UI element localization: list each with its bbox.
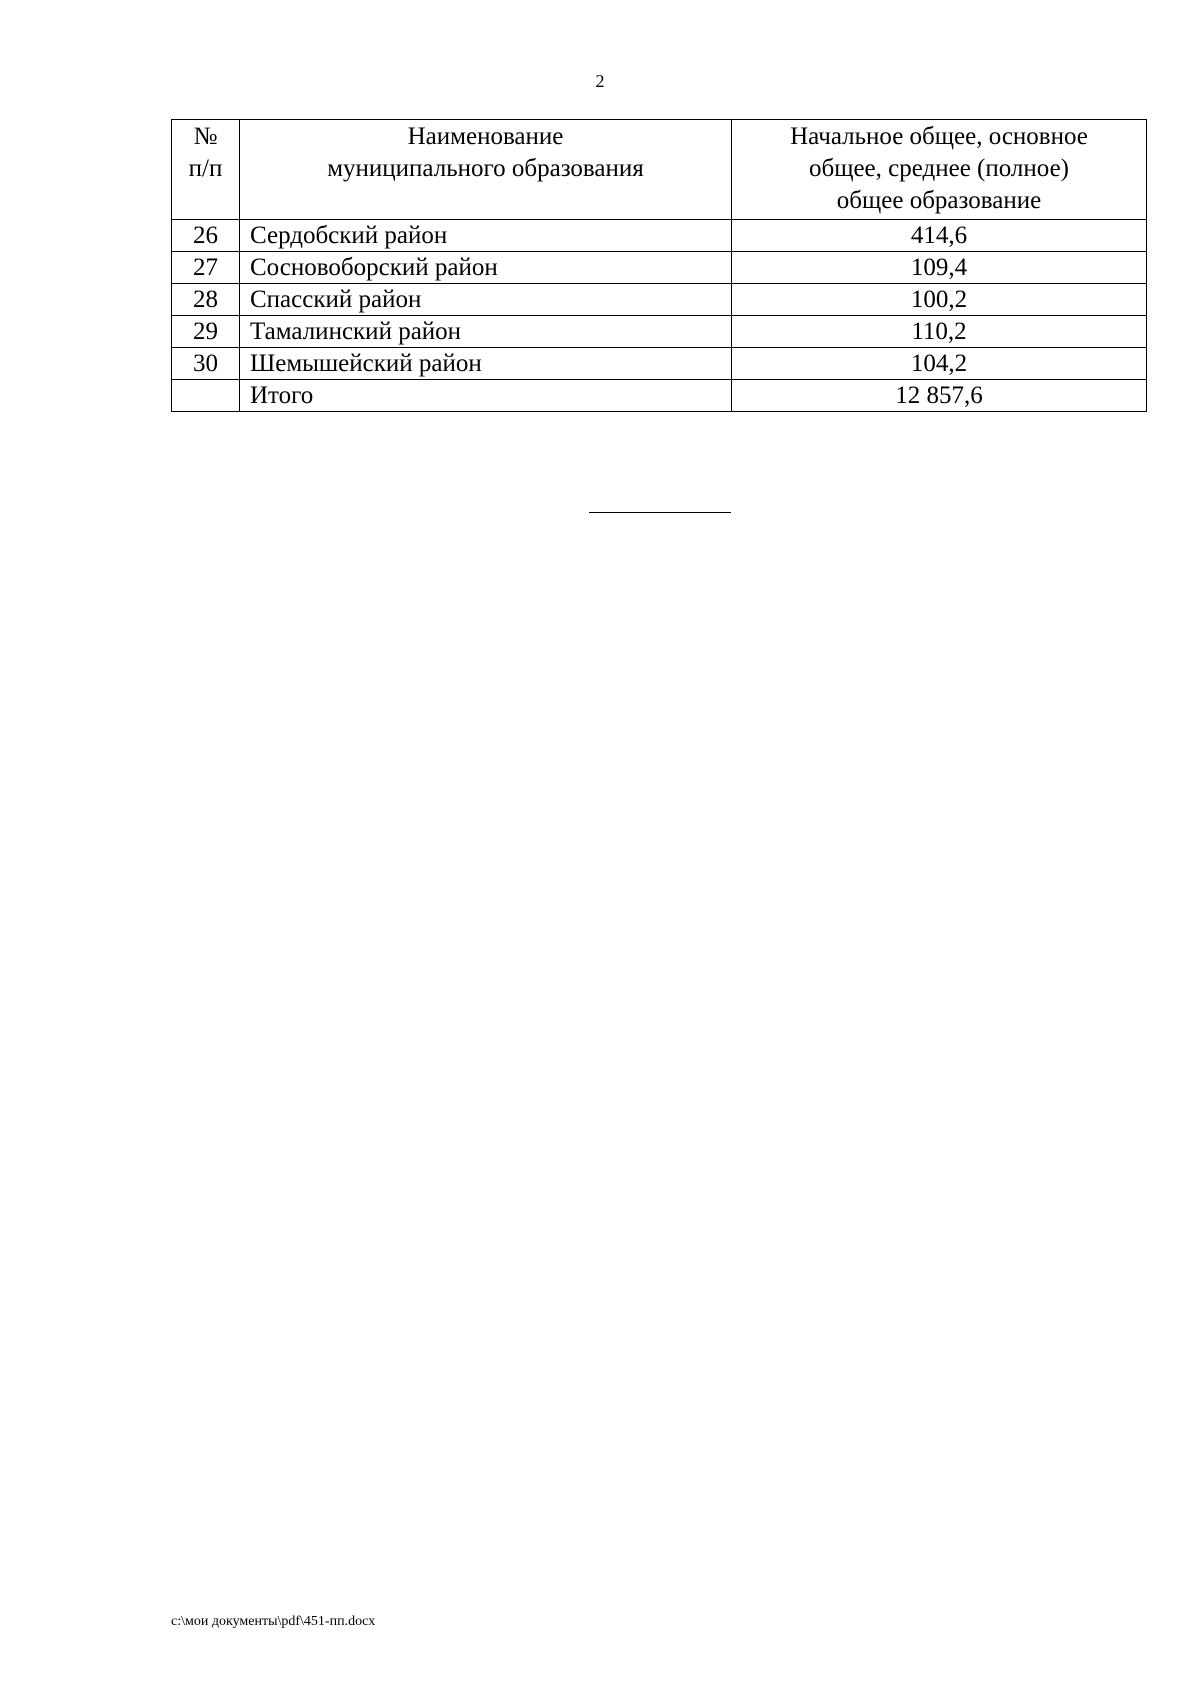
page-number: 2 bbox=[595, 71, 605, 91]
table-total-row bbox=[172, 380, 1147, 412]
row-number: 27 bbox=[172, 252, 240, 284]
table-row bbox=[172, 316, 1147, 348]
end-separator-line bbox=[589, 512, 731, 513]
row-municipality: Сердобский район bbox=[240, 220, 732, 252]
row-value: 110,2 bbox=[732, 316, 1147, 348]
total-label: Итого bbox=[240, 380, 732, 412]
table-row bbox=[172, 220, 1147, 252]
table-row bbox=[172, 348, 1147, 380]
header-municipality bbox=[240, 120, 732, 220]
header-municipality-line-1: Наименование bbox=[407, 123, 564, 150]
header-number bbox=[172, 120, 240, 220]
row-municipality: Шемышейский район bbox=[240, 348, 732, 380]
row-number: 28 bbox=[172, 284, 240, 316]
header-education-line-1: Начальное общее, основное bbox=[790, 123, 1088, 150]
header-number-line-1: № bbox=[193, 123, 218, 150]
table-row bbox=[172, 284, 1147, 316]
header-municipality-line-2: муниципального образования bbox=[327, 155, 644, 182]
row-municipality: Сосновоборский район bbox=[240, 252, 732, 284]
row-number: 29 bbox=[172, 316, 240, 348]
header-education bbox=[732, 120, 1147, 220]
table-header-row bbox=[172, 120, 1147, 220]
header-education-line-3: общее образование bbox=[836, 187, 1042, 214]
total-value: 12 857,6 bbox=[732, 380, 1147, 412]
row-value: 100,2 bbox=[732, 284, 1147, 316]
header-education-line-2: общее, среднее (полное) bbox=[808, 155, 1070, 182]
header-number-line-2: п/п bbox=[188, 155, 223, 182]
footer-file-path: c:\мои документы\pdf\451-пп.docx bbox=[171, 1614, 376, 1629]
data-table bbox=[171, 119, 1147, 412]
row-value: 414,6 bbox=[732, 220, 1147, 252]
row-number: 26 bbox=[172, 220, 240, 252]
row-municipality: Тамалинский район bbox=[240, 316, 732, 348]
total-number bbox=[172, 380, 240, 412]
row-number: 30 bbox=[172, 348, 240, 380]
row-municipality: Спасский район bbox=[240, 284, 732, 316]
row-value: 109,4 bbox=[732, 252, 1147, 284]
table-row bbox=[172, 252, 1147, 284]
row-value: 104,2 bbox=[732, 348, 1147, 380]
